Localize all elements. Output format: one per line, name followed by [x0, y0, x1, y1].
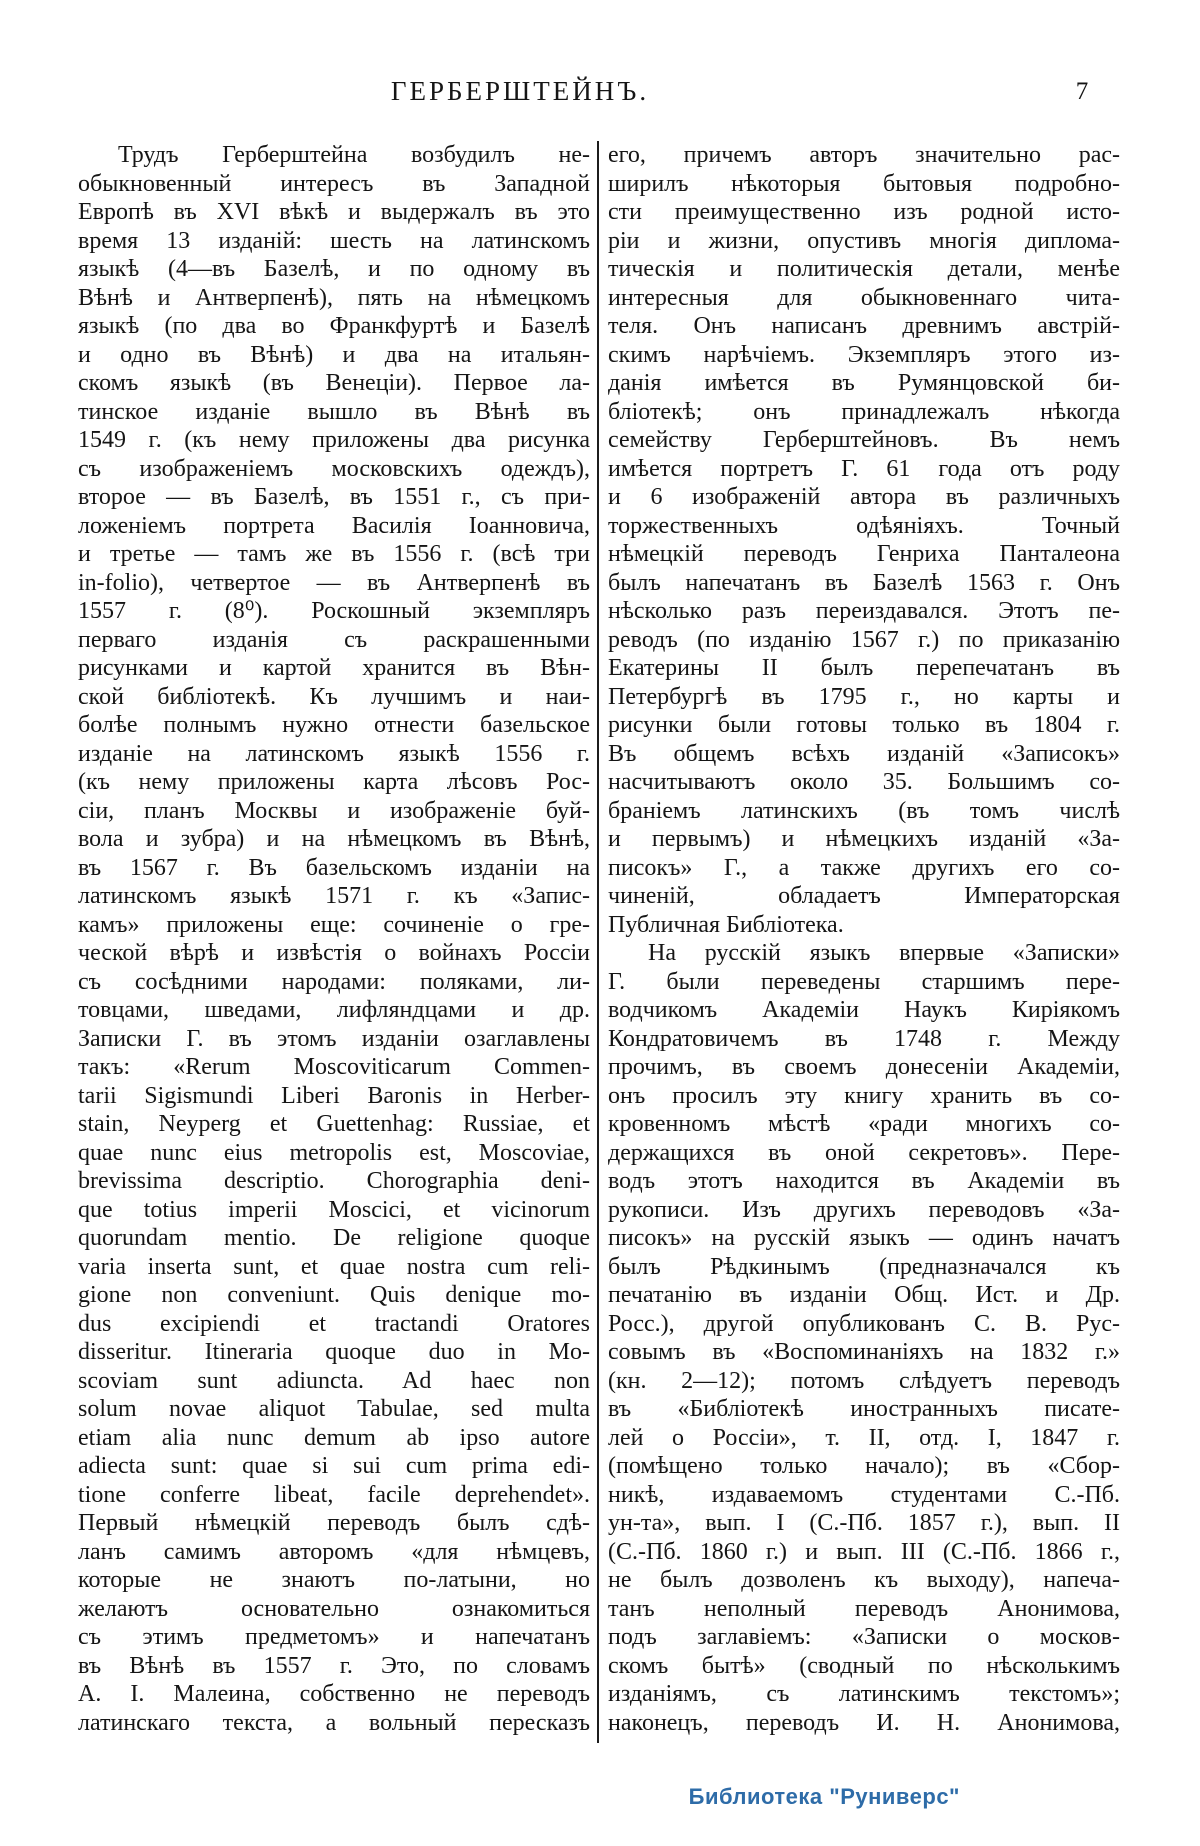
text-line: brevissima descriptio. Chorographia deni- [78, 1168, 590, 1194]
text-line: изданіямъ, съ латинскимъ текстомъ»; [608, 1681, 1120, 1707]
text-line: и одно въ Вѣнѣ) и два на итальян- [78, 341, 590, 368]
text-column-right [608, 141, 1120, 1737]
text-line: Европѣ въ XVI вѣкѣ и выдержалъ въ это [78, 199, 590, 225]
text-line: писокъ» Г., а также другихъ его со- [608, 854, 1120, 881]
text-line: интересныя для обыкновеннаго чита- [608, 284, 1120, 311]
text-line: ческой вѣрѣ и извѣстія о войнахъ Россіи [78, 940, 590, 966]
text-line: Въ общемъ всѣхъ изданій «Записокъ» [608, 740, 1120, 767]
text-line: 1557 г. (8⁰). Роскошный экземпляръ [78, 598, 590, 624]
text-line: нѣсколько разъ переиздавался. Этотъ пе- [608, 598, 1120, 624]
text-line: рисунками и картой хранится въ Вѣн- [78, 655, 590, 681]
text-line: scoviam sunt adiuncta. Ad haec non [78, 1367, 590, 1394]
text-line: лей о Россіи», т. II, отд. I, 1847 г. [608, 1424, 1120, 1451]
text-line: tione conferre libeat, facile deprehendet». [78, 1481, 590, 1508]
text-line: Петербургѣ въ 1795 г., но карты и [608, 683, 1120, 710]
text-line: писокъ» на русскій языкъ — одинъ начатъ [608, 1225, 1120, 1251]
text-line: браніемъ латинскихъ (въ томъ числѣ [608, 797, 1120, 824]
text-line: изданіе на латинскомъ языкѣ 1556 г. [78, 740, 590, 767]
text-line: нѣмецкій переводъ Генриха Панталеона [608, 541, 1120, 567]
text-line: рисунки были готовы только въ 1804 г. [608, 712, 1120, 738]
text-line: никѣ, издаваемомъ студентами С.-Пб. [608, 1481, 1120, 1508]
text-line: сти преимущественно изъ родной исто- [608, 199, 1120, 225]
text-line: Трудъ Герберштейна возбудилъ не- [118, 142, 590, 168]
text-line: болѣе полнымъ нужно отнести базельское [78, 712, 590, 738]
text-line: gione non conveniunt. Quis denique mo- [78, 1282, 590, 1308]
text-line: перваго изданія съ раскрашенными [78, 626, 590, 653]
text-line: quae nunc eius metropolis est, Moscoviae, [78, 1139, 590, 1166]
text-line: камъ» приложены еще: сочиненіе о гре- [78, 911, 590, 938]
text-line: печатанію въ изданіи Общ. Ист. и Др. [608, 1282, 1120, 1308]
text-line: съ изображеніемъ московскихъ одеждъ), [78, 455, 590, 482]
text-line: вола и зубра) и на нѣмецкомъ въ Вѣнѣ, [78, 826, 590, 852]
text-line: (помѣщено только начало); въ «Сбор- [608, 1453, 1120, 1479]
text-line: его, причемъ авторъ значительно рас- [608, 142, 1120, 168]
text-line: рукописи. Изъ другихъ переводовъ «За- [608, 1196, 1120, 1223]
runivers-watermark: Библиотека "Руниверс" [688, 1784, 960, 1809]
text-line: былъ напечатанъ въ Базелѣ 1563 г. Онъ [608, 569, 1120, 596]
text-line: (кн. 2—12); потомъ слѣдуетъ переводъ [608, 1367, 1120, 1394]
text-line: На русскій языкъ впервые «Записки» [648, 940, 1120, 966]
text-line: съ сосѣдними народами: поляками, ли- [78, 968, 590, 995]
text-line: Росс.), другой опубликованъ С. В. Рус- [608, 1310, 1120, 1337]
text-line: Записки Г. въ этомъ изданіи озаглавлены [78, 1025, 590, 1052]
text-line: совымъ въ «Воспоминаніяхъ на 1832 г.» [608, 1339, 1120, 1365]
text-line: Вѣнѣ и Антверпенѣ), пять на нѣмецкомъ [78, 284, 590, 311]
text-line: торжественныхъ одѣяніяхъ. Точный [608, 512, 1120, 539]
text-line: такъ: «Rerum Moscoviticarum Commen- [78, 1054, 590, 1080]
text-line: dus excipiendi et tractandi Oratores [78, 1310, 590, 1337]
text-line: 1549 г. (къ нему приложены два рисунка [78, 427, 590, 453]
text-line: былъ Рѣдкинымъ (предназначался къ [608, 1253, 1120, 1280]
text-line: Кондратовичемъ въ 1748 г. Между [608, 1025, 1120, 1052]
text-line: въ «Библіотекѣ иностранныхъ писате- [608, 1396, 1120, 1422]
text-line: кровенномъ мѣстѣ «ради многихъ со- [608, 1111, 1120, 1137]
text-line: семейству Герберштейновъ. Въ немъ [608, 427, 1120, 453]
text-line: реводъ (по изданію 1567 г.) по приказанію [608, 626, 1120, 653]
text-line: языкѣ (по два во Франкфуртѣ и Базелѣ [78, 313, 590, 339]
text-line: съ этимъ предметомъ» и напечатанъ [78, 1624, 590, 1650]
text-line: adiecta sunt: quae si sui cum prima edi- [78, 1453, 590, 1479]
text-line: прочимъ, въ своемъ донесеніи Академіи, [608, 1054, 1120, 1080]
text-line: etiam alia nunc demum ab ipso autore [78, 1424, 590, 1451]
text-line: теля. Онъ написанъ древнимъ австрій- [608, 313, 1120, 339]
text-line: ланъ самимъ авторомъ «для нѣмцевъ, [78, 1538, 590, 1565]
text-line: ской библіотекѣ. Къ лучшимъ и наи- [78, 683, 590, 710]
text-line: тическія и политическія детали, менѣе [608, 256, 1120, 282]
text-line: (С.-Пб. 1860 г.) и вып. III (С.-Пб. 1866 г., [608, 1538, 1120, 1565]
text-line: tarii Sigismundi Liberi Baronis in Herber- [78, 1082, 590, 1109]
text-line: латинскомъ языкѣ 1571 г. къ «Запис- [78, 883, 590, 909]
text-line: Публичная Библіотека. [608, 911, 844, 938]
text-line: скомъ бытѣ» (сводный по нѣсколькимъ [608, 1652, 1120, 1679]
text-line: Екатерины II былъ перепечатанъ въ [608, 655, 1120, 681]
text-line: скимъ нарѣчіемъ. Экземпляръ этого из- [608, 341, 1120, 368]
text-line: время 13 изданій: шесть на латинскомъ [78, 227, 590, 254]
text-line: второе — въ Базелѣ, въ 1551 г., съ при- [78, 484, 590, 510]
text-line: чиненій, обладаетъ Императорская [608, 883, 1120, 909]
text-line: водъ этотъ находится въ Академіи въ [608, 1168, 1120, 1194]
text-line: и третье — тамъ же въ 1556 г. (всѣ три [78, 541, 590, 567]
text-line: данія имѣется въ Румянцовской би- [608, 370, 1120, 396]
text-line: которые не знаютъ по-латыни, но [78, 1567, 590, 1593]
text-line: подъ заглавіемъ: «Записки о москов- [608, 1624, 1120, 1650]
text-line: ложеніемъ портрета Василія Іоанновича, [78, 512, 590, 539]
text-line: тинское изданіе вышло въ Вѣнѣ въ [78, 398, 590, 425]
text-line: товцами, шведами, лифляндцами и др. [78, 997, 590, 1023]
text-line: латинскаго текста, а вольный пересказъ [78, 1709, 590, 1736]
text-line: que totius imperii Moscici, et vicinorum [78, 1196, 590, 1223]
text-line: насчитываютъ около 35. Большимъ со- [608, 769, 1120, 795]
text-line: не былъ дозволенъ къ выходу), напеча- [608, 1567, 1120, 1593]
column-divider-rule [597, 141, 599, 1743]
text-line: имѣется портретъ Г. 61 года отъ роду [608, 455, 1120, 482]
page-title: ГЕРБЕРШТЕЙНЪ. [390, 76, 650, 106]
text-line: бліотекѣ; онъ принадлежалъ нѣкогда [608, 398, 1120, 425]
text-line: скомъ языкѣ (въ Венеціи). Первое ла- [78, 370, 590, 396]
text-line: in-folio), четвертое — въ Антверпенѣ въ [78, 569, 590, 596]
text-line: ріи и жизни, опустивъ многія диплома- [608, 227, 1120, 254]
text-line: языкѣ (4—въ Базелѣ, и по одному въ [78, 256, 590, 282]
text-line: въ 1567 г. Въ базельскомъ изданіи на [78, 854, 590, 881]
text-line: онъ просилъ эту книгу хранить въ со- [608, 1082, 1120, 1109]
text-line: А. І. Малеина, собственно не переводъ [78, 1681, 590, 1707]
text-line: ун-та», вып. I (С.-Пб. 1857 г.), вып. II [608, 1510, 1120, 1536]
text-line: сіи, планъ Москвы и изображеніе буй- [78, 797, 590, 824]
text-line: (къ нему приложены карта лѣсовъ Рос- [78, 769, 590, 795]
page-number: 7 [1075, 78, 1089, 105]
text-line: обыкновенный интересъ въ Западной [78, 170, 590, 197]
text-line: въ Вѣнѣ въ 1557 г. Это, по словамъ [78, 1652, 590, 1679]
text-line: solum novae aliquot Tabulae, sed multa [78, 1396, 590, 1422]
text-line: disseritur. Itineraria quoque duo in Mo- [78, 1339, 590, 1365]
text-line: ширилъ нѣкоторыя бытовыя подробно- [608, 170, 1120, 197]
text-line: и первымъ) и нѣмецкихъ изданій «За- [608, 826, 1120, 852]
text-line: varia inserta sunt, et quae nostra cum reli- [78, 1253, 590, 1280]
text-line: и 6 изображеній автора въ различныхъ [608, 484, 1120, 510]
text-line: stain, Neyperg et Guettenhag: Russiae, et [78, 1111, 590, 1137]
text-line: водчикомъ Академіи Наукъ Киріякомъ [608, 997, 1120, 1023]
text-line: желаютъ основательно ознакомиться [78, 1595, 590, 1622]
text-line: quorundam mentio. De religione quoque [78, 1225, 590, 1251]
text-line: наконецъ, переводъ И. Н. Анонимова, [608, 1709, 1120, 1736]
text-line: танъ неполный переводъ Анонимова, [608, 1595, 1120, 1622]
text-column-left [78, 141, 590, 1737]
text-line: Г. были переведены старшимъ пере- [608, 968, 1120, 995]
text-line: Первый нѣмецкій переводъ былъ сдѣ- [78, 1510, 590, 1536]
text-line: держащихся въ оной секретовъ». Пере- [608, 1139, 1120, 1166]
